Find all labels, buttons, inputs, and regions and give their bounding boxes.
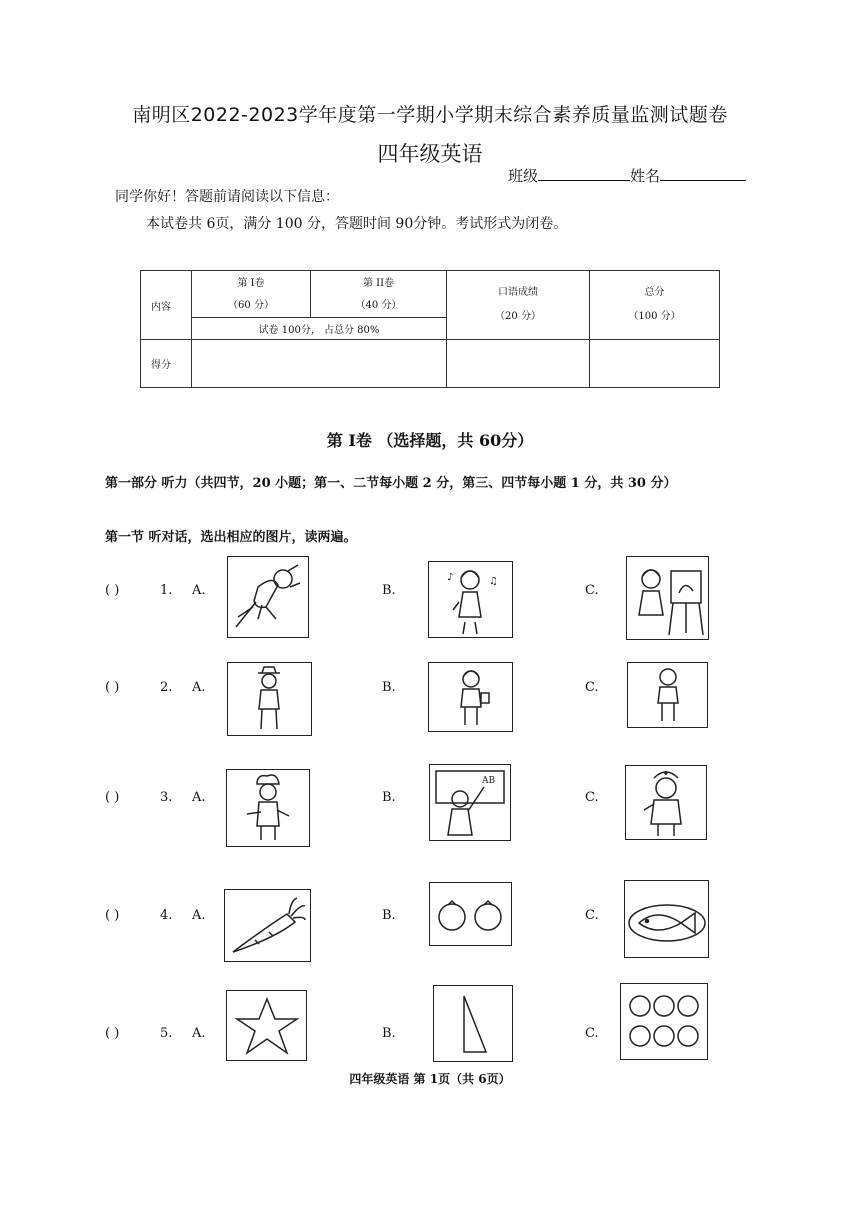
answer-blank[interactable]: ( ) bbox=[105, 680, 120, 695]
singing-girl-icon[interactable] bbox=[428, 561, 513, 638]
svg-text:♪: ♪ bbox=[447, 572, 454, 583]
triangle-icon[interactable] bbox=[433, 985, 513, 1062]
name-blank[interactable] bbox=[660, 165, 746, 181]
name-label: 姓名 bbox=[630, 167, 661, 185]
option-c-label: C. bbox=[585, 908, 599, 923]
carrot-icon[interactable] bbox=[224, 889, 311, 962]
score-blank-1[interactable] bbox=[192, 340, 447, 388]
svg-text:AB: AB bbox=[482, 776, 496, 786]
cook-icon[interactable] bbox=[226, 769, 310, 847]
option-b-label: B. bbox=[382, 908, 396, 923]
option-a-label: A. bbox=[192, 1026, 206, 1041]
greeting: 同学你好！答题前请阅读以下信息： bbox=[115, 189, 339, 205]
option-c-label: C. bbox=[585, 583, 599, 598]
answer-blank[interactable]: ( ) bbox=[105, 1026, 120, 1041]
star-icon[interactable] bbox=[226, 990, 307, 1061]
girl-bag-icon[interactable] bbox=[428, 662, 513, 732]
question-number: 2. bbox=[160, 680, 173, 695]
vol1-cell: 第 I卷 （60 分） bbox=[192, 271, 311, 318]
option-a-label: A. bbox=[192, 680, 206, 695]
option-c-label: C. bbox=[585, 790, 599, 805]
option-b-label: B. bbox=[382, 790, 396, 805]
girl-hat-icon[interactable] bbox=[227, 662, 312, 736]
section-title: 第 I卷 （选择题，共 60分） bbox=[326, 431, 534, 450]
exam-subtitle: 四年级英语 bbox=[377, 142, 483, 166]
question-number: 3. bbox=[160, 790, 173, 805]
content-label: 内容 bbox=[141, 271, 192, 340]
circles-icon[interactable] bbox=[620, 983, 708, 1060]
score-label: 得分 bbox=[141, 340, 192, 388]
painting-girl-icon[interactable] bbox=[626, 556, 709, 640]
option-a-label: A. bbox=[192, 583, 206, 598]
option-a-label: A. bbox=[192, 790, 206, 805]
question-number: 5. bbox=[160, 1026, 173, 1041]
score-blank-2[interactable] bbox=[447, 340, 590, 388]
oral-cell: 口语成绩 （20 分） bbox=[447, 271, 590, 340]
score-blank-3[interactable] bbox=[590, 340, 720, 388]
question-number: 4. bbox=[160, 908, 173, 923]
class-name-line bbox=[508, 165, 746, 186]
part1-instruction: 第一部分 听力（共四节，20 小题；第一、二节每小题 2 分，第三、四节每小题 1 分，共 30 分） bbox=[105, 476, 677, 491]
option-c-label: C. bbox=[585, 1026, 599, 1041]
fish-plate-icon[interactable] bbox=[624, 880, 709, 958]
answer-blank[interactable]: ( ) bbox=[105, 908, 120, 923]
option-b-label: B. bbox=[382, 680, 396, 695]
exam-info: 本试卷共 6页，满分 100 分，答题时间 90分钟。考试形式为闭卷。 bbox=[146, 216, 568, 232]
answer-blank[interactable]: ( ) bbox=[105, 790, 120, 805]
option-b-label: B. bbox=[382, 583, 396, 598]
section1-instruction: 第一节 听对话，选出相应的图片，读两遍。 bbox=[105, 530, 357, 545]
option-b-label: B. bbox=[382, 1026, 396, 1041]
option-c-label: C. bbox=[585, 680, 599, 695]
answer-blank[interactable]: ( ) bbox=[105, 583, 120, 598]
option-a-label: A. bbox=[192, 908, 206, 923]
tomatoes-icon[interactable] bbox=[429, 882, 512, 946]
doctor-icon[interactable] bbox=[625, 765, 707, 840]
score-table bbox=[140, 270, 720, 388]
total-cell: 总分 （100 分） bbox=[590, 271, 720, 340]
class-blank[interactable] bbox=[538, 165, 630, 181]
class-label: 班级 bbox=[508, 167, 539, 185]
page-footer: 四年级英语 第 1页（共 6页） bbox=[349, 1072, 511, 1086]
flying-boy-icon[interactable] bbox=[227, 556, 309, 638]
question-number: 1. bbox=[160, 583, 173, 598]
boy-icon[interactable] bbox=[627, 662, 708, 728]
vol2-cell: 第 II卷 （40 分） bbox=[311, 271, 447, 318]
teacher-icon[interactable] bbox=[429, 764, 511, 841]
paper-note: 试卷 100分， 占总分 80% bbox=[192, 318, 447, 340]
svg-text:♫: ♫ bbox=[489, 576, 498, 587]
exam-title: 南明区2022-2023学年度第一学期小学期末综合素养质量监测试题卷 bbox=[132, 104, 728, 126]
